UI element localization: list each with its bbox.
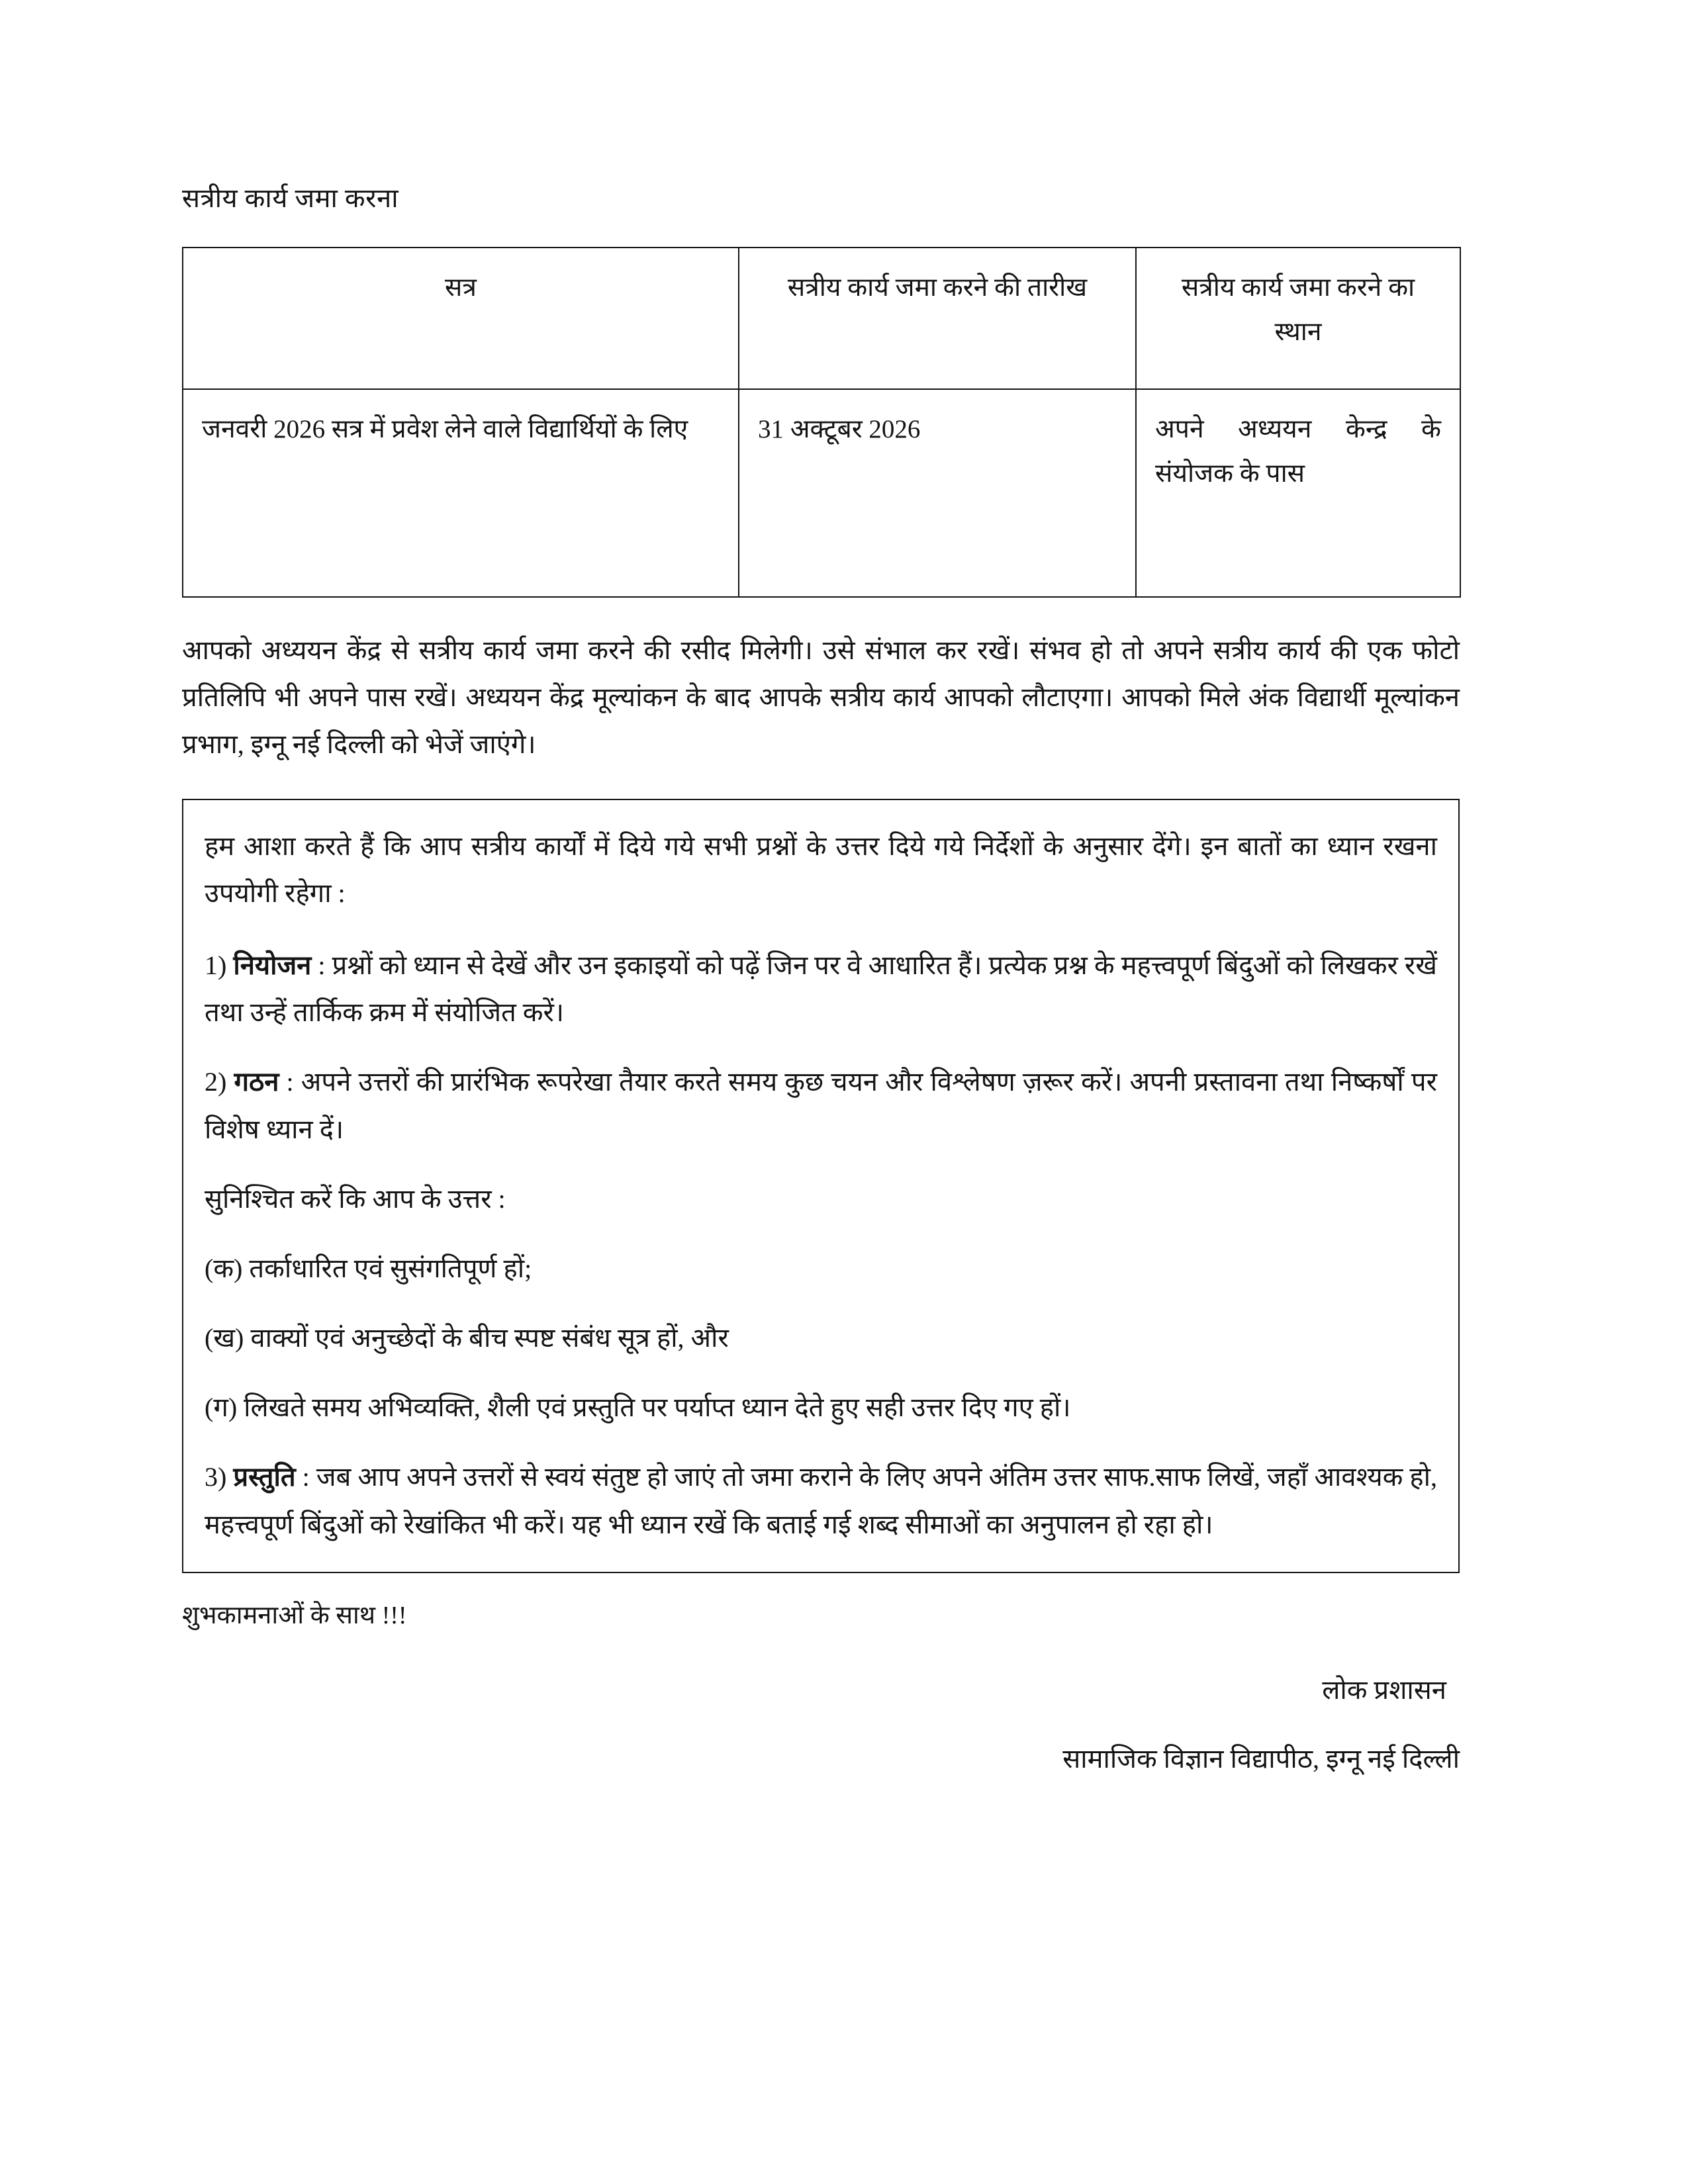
item-separator-1: : — [311, 950, 332, 980]
table-header-row — [183, 248, 1460, 389]
cell-place: अपने अध्ययन केन्द्र के संयोजक के पास — [1136, 389, 1460, 597]
item-separator-3: : — [295, 1462, 316, 1492]
item-number-1: 1) — [205, 950, 227, 980]
item-keyword-2: गठन — [234, 1067, 279, 1097]
signature-department: लोक प्रशासन — [1322, 1674, 1446, 1705]
item-number-2: 2) — [205, 1067, 227, 1097]
instruction-sub-item-ga: (ग) लिखते समय अभिव्यक्ति, शैली एवं प्रस्तुति पर पर्याप्त ध्यान देते हुए सही उत्तर दिए गए हों। — [205, 1392, 1071, 1423]
item-number-3: 3) — [205, 1462, 227, 1492]
instruction-item-3 — [205, 1453, 1437, 1547]
table-header-date: सत्रीय कार्य जमा करने की तारीख — [739, 248, 1136, 389]
item-text-1: प्रश्नों को ध्यान से देखें और उन इकाइयों को पढ़ें जिन पर वे आधारित हैं। प्रत्येक प्रश्न के महत्त्वपूर्ण बिंदुओं को लिखकर रखें तथा उन्हें तार्किक क्रम में संयोजित करें। — [205, 950, 1437, 1028]
item-text-2: अपने उत्तरों की प्रारंभिक रूपरेखा तैयार करते समय कुछ चयन और विश्लेषण ज़रूर करें। अपनी प्रस्तावना तथा निष्कर्षों पर विशेष ध्यान दें। — [205, 1067, 1437, 1144]
item-separator-2: : — [279, 1067, 301, 1097]
instruction-box — [182, 799, 1460, 1573]
closing-wishes: शुभकामनाओं के साथ !!! — [182, 1601, 407, 1629]
item-keyword-3: प्रस्तुति — [233, 1462, 296, 1492]
table-header-place: सत्रीय कार्य जमा करने का स्थान — [1136, 248, 1460, 389]
instruction-ensure-lead: सुनिश्चित करें कि आप के उत्तर : — [205, 1183, 506, 1214]
item-keyword-1: नियोजन — [233, 950, 312, 980]
instruction-item-1 — [205, 942, 1437, 1036]
cell-session: जनवरी 2026 सत्र में प्रवेश लेने वाले विद्यार्थियों के लिए — [183, 389, 739, 597]
submission-schedule-table — [182, 247, 1461, 598]
item-text-3: जब आप अपने उत्तरों से स्वयं संतुष्ट हो जाएं तो जमा कराने के लिए अपने अंतिम उत्तर साफ.साफ लिखें, जहाँ आवश्यक हो, महत्त्वपूर्ण बिंदुओं को रेखांकित भी करें। यह भी ध्यान रखें कि बताई गई शब्द सीमाओं का अनुपालन हो रहा हो। — [205, 1462, 1437, 1539]
intro-paragraph: आपको अध्ययन केंद्र से सत्रीय कार्य जमा करने की रसीद मिलेगी। उसे संभाल कर रखें। संभव हो तो अपने सत्रीय कार्य की एक फोटो प्रतिलिपि भी अपने पास रखें। अध्ययन केंद्र मूल्यांकन के बाद आपके सत्रीय कार्य आपको लौटाएगा। आपको मिले अंक विद्यार्थी मूल्यांकन प्रभाग, इग्नू नई दिल्ली को भेजें जाएंगे। — [182, 635, 1460, 760]
table-row — [183, 389, 1460, 597]
signature-school: सामाजिक विज्ञान विद्यापीठ, इग्नू नई दिल्ली — [1062, 1743, 1460, 1774]
instruction-lead: हम आशा करते हैं कि आप सत्रीय कार्यों में दिये गये सभी प्रश्नों के उत्तर दिये गये निर्देशों के अनुसार देंगे। इन बातों का ध्यान रखना उपयोगी रहेगा : — [205, 831, 1437, 908]
page-title: सत्रीय कार्य जमा करना — [182, 183, 399, 213]
instruction-sub-item-kha: (ख) वाक्यों एवं अनुच्छेदों के बीच स्पष्ट संबंध सूत्र हों, और — [205, 1323, 729, 1353]
instruction-sub-item-ka: (क) तर्काधारित एवं सुसंगतिपूर्ण हों; — [205, 1253, 532, 1283]
cell-date: 31 अक्टूबर 2026 — [739, 389, 1136, 597]
signature-block — [182, 1669, 1460, 1780]
table-header-session: सत्र — [183, 248, 739, 389]
instruction-item-2 — [205, 1058, 1437, 1152]
